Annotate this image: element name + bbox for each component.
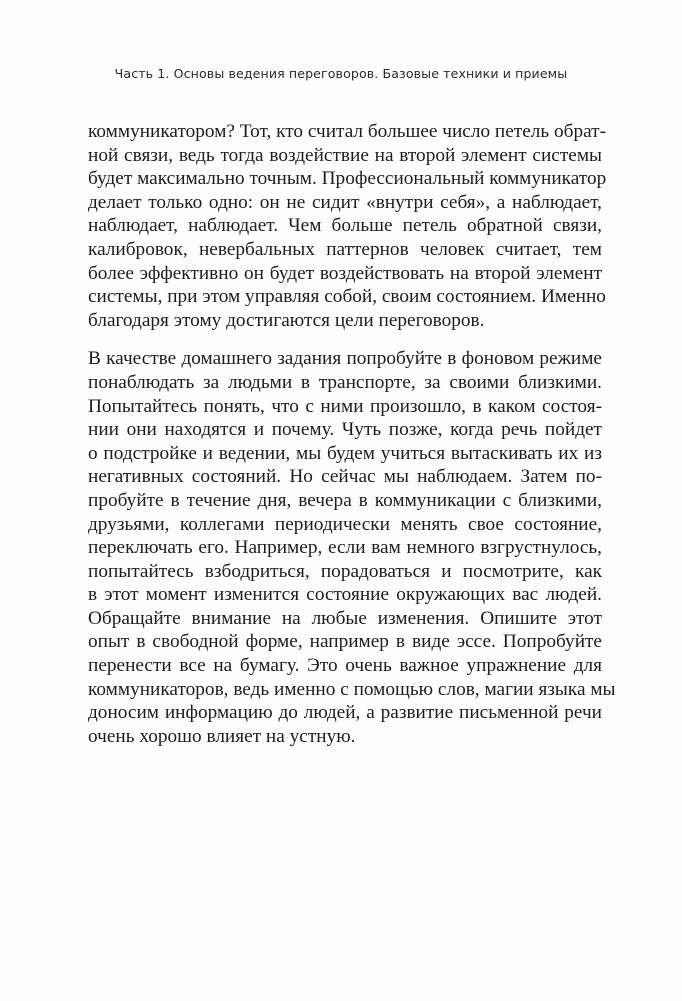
text-line: будет максимально точным. Профессиональный коммуникатор [88, 168, 607, 190]
text-line: негативных состояний. Но сейчас мы наблюдаем. Затем по- [88, 466, 602, 488]
text-line: в этот момент изменится состояние окружающих вас людей. [88, 584, 602, 606]
text-line: понаблюдать за людьми в транспорте, за своими близкими. [88, 371, 602, 393]
text-line: делает только одно: он не сидит «внутри себя», а наблюдает, [88, 191, 602, 213]
text-line: более эффективно он будет воздействовать на второй элемент [88, 262, 602, 284]
text-line: Обращайте внимание на любые изменения. Опишите этот [88, 607, 602, 629]
body-text [88, 120, 616, 748]
text-line: нии они находятся и почему. Чуть позже, когда речь пойдет [88, 419, 602, 441]
text-line: ной связи, ведь тогда воздействие на второй элемент системы [88, 144, 602, 166]
text-line: доносим информацию до людей, а развитие письменной речи [88, 702, 602, 724]
running-header: Часть 1. Основы ведения переговоров. Базовые техники и приемы [114, 66, 568, 81]
text-line: Попытайтесь понять, что с ними произошло, в каком состоя- [88, 395, 602, 417]
text-line: коммуникатором? Тот, кто считал большее число петель обрат- [88, 121, 607, 142]
text-line: благодаря этому достигаются цели переговоров. [88, 309, 485, 331]
text-line: попытайтесь взбодриться, порадоваться и посмотрите, как [88, 560, 602, 582]
text-line: наблюдает, наблюдает. Чем больше петель обратной связи, [88, 215, 602, 237]
text-line: коммуникаторов, ведь именно с помощью слов, магии языка мы [88, 678, 616, 700]
text-line: перенести все на бумагу. Это очень важное упражнение для [88, 655, 602, 677]
text-line: системы, при этом управляя собой, своим состоянием. Именно [88, 286, 606, 308]
text-line: В качестве домашнего задания попробуйте в фоновом режиме [88, 348, 602, 370]
text-line: о подстройке и ведении, мы будем учиться вытаскивать их из [88, 442, 602, 464]
text-line: переключать его. Например, если вам немного взгрустнулось, [88, 537, 602, 559]
paragraph-2 [88, 347, 616, 748]
text-line: опыт в свободной форме, например в виде эссе. Попробуйте [88, 631, 602, 653]
text-line: очень хорошо влияет на устную. [88, 725, 356, 747]
text-line: друзьями, коллегами периодически менять свое состояние, [88, 513, 602, 535]
text-line: калибровок, невербальных паттернов человек считает, тем [88, 238, 602, 260]
text-line: пробуйте в течение дня, вечера в коммуникации с близкими, [88, 489, 602, 511]
paragraph-1 [88, 120, 607, 332]
